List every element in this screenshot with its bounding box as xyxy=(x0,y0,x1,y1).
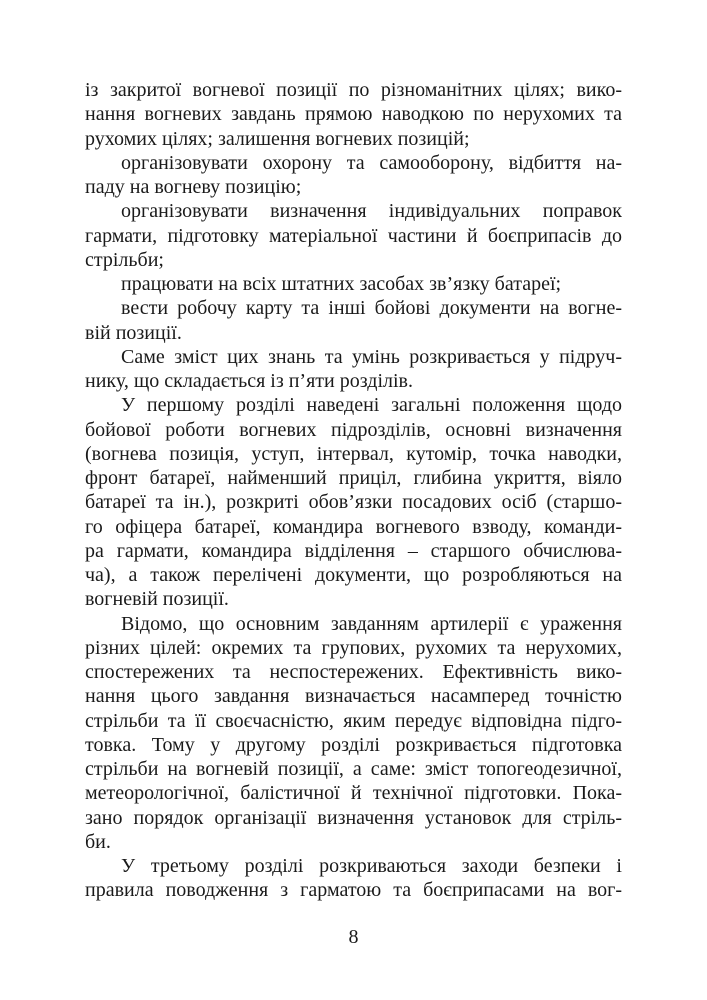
text-line: правила поводження з гарматою та боєприпасами на вог- xyxy=(85,879,622,902)
text-line: фронт батареї, найменший приціл, глибина укриття, віяло xyxy=(85,467,622,489)
text-line: (вогнева позиція, уступ, інтервал, кутомір, точка наводки, xyxy=(85,442,622,465)
text-line: рухомих цілях; залишення вогневих позицій; xyxy=(85,127,470,150)
text-line: організовувати визначення індивідуальних поправок xyxy=(121,200,622,223)
text-line: би. xyxy=(85,830,111,853)
text-line: стрільби та її своєчасністю, яким передує відповідна підго- xyxy=(85,709,622,732)
text-line: У третьому розділі розкриваються заходи безпеки і xyxy=(121,855,622,877)
text-line: вій позиції. xyxy=(85,321,182,344)
text-line: батареї та ін.), розкриті обов’язки посадових осіб (старшо- xyxy=(85,491,622,514)
text-line: нання вогневих завдань прямою наводкою по нерухомих та xyxy=(85,103,622,126)
text-line: організовувати охорону та самооборону, відбиття на- xyxy=(121,151,622,174)
text-line: У першому розділі наведені загальні положення щодо xyxy=(121,394,622,417)
text-line: працювати на всіх штатних засобах зв’язку батареї; xyxy=(121,273,562,295)
text-line: паду на вогневу позицію; xyxy=(85,176,302,198)
text-line: Відомо, що основним завданням артилерії є ураження xyxy=(121,612,622,635)
text-line: нику, що складається із п’яти розділів. xyxy=(85,370,413,392)
text-line: зано порядок організації визначення установок для стріль- xyxy=(85,806,622,829)
text-line: Саме зміст цих знань та умінь розкривається у підруч- xyxy=(121,345,622,368)
text-line: ра гармати, командира відділення – старшого обчислюва- xyxy=(85,539,622,562)
text-line: із закритої вогневої позиції по різноманітних цілях; вико- xyxy=(85,79,622,101)
text-line: стрільби; xyxy=(85,248,164,271)
text-line: товка. Тому у другому розділі розкривається підготовка xyxy=(85,733,622,756)
text-line: ча), а також перелічені документи, що розробляються на xyxy=(85,564,622,586)
text-line: спостережених та неспостережених. Ефективність вико- xyxy=(85,661,622,683)
text-line: вести робочу карту та інші бойові документи на вогне- xyxy=(121,297,622,320)
page-body-text xyxy=(85,78,622,903)
text-line: нання цього завдання визначається насамперед точністю xyxy=(85,685,622,708)
text-line: різних цілей: окремих та групових, рухомих та нерухомих, xyxy=(85,636,622,659)
text-line: бойової роботи вогневих підрозділів, основні визначення xyxy=(85,418,622,441)
page-number: 8 xyxy=(348,926,359,948)
text-line: гармати, підготовку матеріальної частини й боєприпасів до xyxy=(85,224,622,247)
text-line: го офіцера батареї, командира вогневого взводу, команди- xyxy=(85,515,622,538)
text-line: стрільби на вогневій позиції, а саме: зміст топогеодезичної, xyxy=(85,758,622,780)
text-line: метеорологічної, балістичної й технічної підготовки. Пока- xyxy=(85,782,622,805)
text-line: вогневій позиції. xyxy=(85,588,229,611)
